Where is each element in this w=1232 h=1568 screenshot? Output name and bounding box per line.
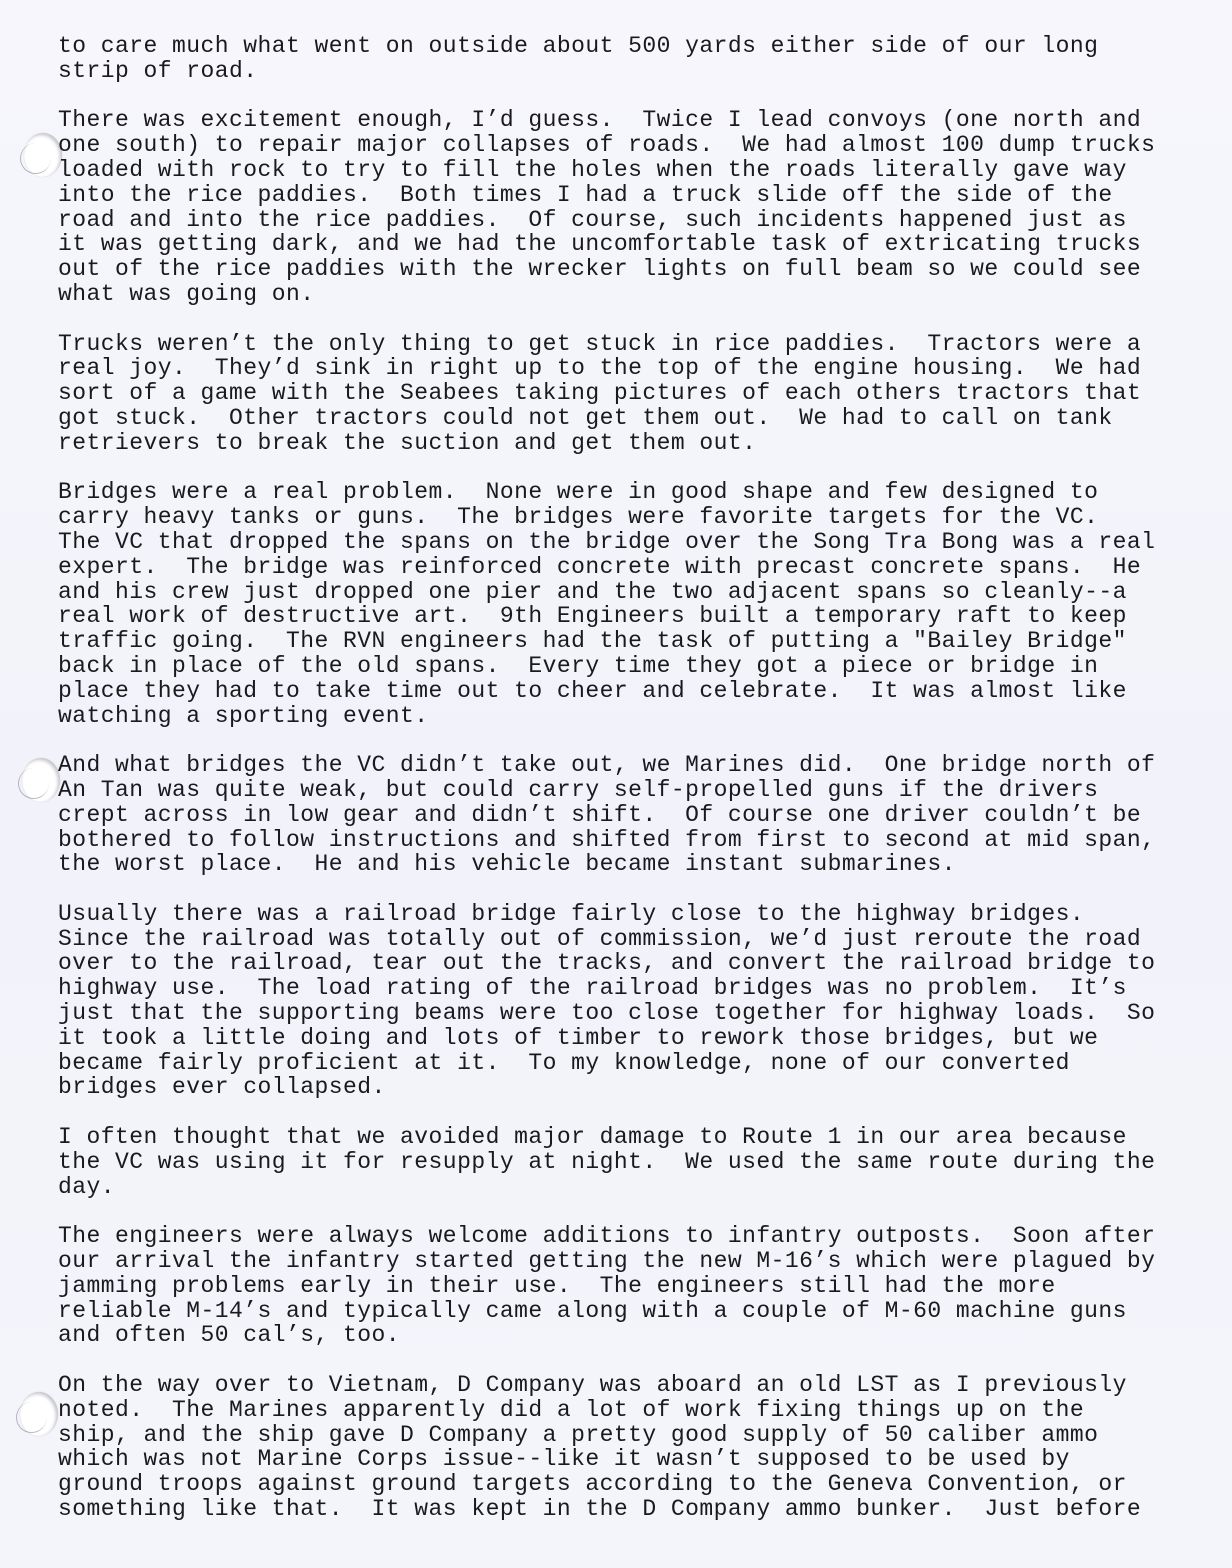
text-line: ground troops against ground targets according to the Geneva Convention, or — [58, 1471, 1127, 1498]
text-line: Trucks weren’t the only thing to get stuck in rice paddies. Tractors were a — [58, 330, 1142, 357]
text-line: And what bridges the VC didn’t take out, we Marines did. One bridge north of — [58, 752, 1156, 779]
text-line: into the rice paddies. Both times I had a truck slide off the side of the — [58, 181, 1113, 208]
text-line: sort of a game with the Seabees taking pictures of each others tractors that — [58, 380, 1142, 407]
paragraph — [58, 902, 1226, 1100]
text-line: the VC was using it for resupply at night. We used the same route during the — [58, 1148, 1156, 1175]
text-line: watching a sporting event. — [58, 702, 429, 729]
text-line: I often thought that we avoided major damage to Route 1 in our area because — [58, 1124, 1127, 1151]
binder-hole-bottom — [20, 1392, 58, 1436]
text-line: one south) to repair major collapses of roads. We had almost 100 dump trucks — [58, 132, 1156, 159]
paragraph — [58, 34, 1226, 84]
paragraph — [58, 1224, 1226, 1348]
text-line: jamming problems early in their use. The engineers still had the more — [58, 1272, 1056, 1299]
paragraph — [58, 753, 1226, 877]
document-body — [58, 34, 1226, 1547]
text-line: it was getting dark, and we had the uncomfortable task of extricating trucks — [58, 231, 1142, 258]
text-line: Usually there was a railroad bridge fairly close to the highway bridges. — [58, 900, 1085, 927]
text-line: The engineers were always welcome additions to infantry outposts. Soon after — [58, 1223, 1156, 1250]
paragraph — [58, 1125, 1226, 1199]
binder-hole-middle — [22, 758, 60, 802]
text-line: loaded with rock to try to fill the holes when the roads literally gave way — [58, 156, 1127, 183]
text-line: bridges ever collapsed. — [58, 1074, 386, 1101]
text-line: noted. The Marines apparently did a lot of work fixing things up on the — [58, 1396, 1085, 1423]
paragraph — [58, 332, 1226, 456]
text-line: the worst place. He and his vehicle became instant submarines. — [58, 851, 956, 878]
text-line: and often 50 cal’s, too. — [58, 1322, 401, 1349]
text-line: out of the rice paddies with the wrecker lights on full beam so we could see — [58, 256, 1142, 283]
text-line: and his crew just dropped one pier and the two adjacent spans so cleanly--a — [58, 578, 1127, 605]
text-line: traffic going. The RVN engineers had the task of putting a "Bailey Bridge" — [58, 628, 1127, 655]
text-line: On the way over to Vietnam, D Company was aboard an old LST as I previously — [58, 1372, 1127, 1399]
text-line: There was excitement enough, I’d guess. Twice I lead convoys (one north and — [58, 107, 1142, 134]
text-line: something like that. It was kept in the D Company ammo bunker. Just before — [58, 1496, 1142, 1523]
text-line: just that the supporting beams were too close together for highway loads. So — [58, 1000, 1156, 1027]
text-line: got stuck. Other tractors could not get them out. We had to call on tank — [58, 404, 1113, 431]
text-line: road and into the rice paddies. Of course, such incidents happened just as — [58, 206, 1127, 233]
text-line: real joy. They’d sink in right up to the top of the engine housing. We had — [58, 355, 1142, 382]
text-line: bothered to follow instructions and shifted from first to second at mid span, — [58, 826, 1156, 853]
text-line: place they had to take time out to cheer and celebrate. It was almost like — [58, 677, 1127, 704]
text-line: retrievers to break the suction and get them out. — [58, 429, 757, 456]
text-line: expert. The bridge was reinforced concrete with precast concrete spans. He — [58, 553, 1142, 580]
text-line: real work of destructive art. 9th Engineers built a temporary raft to keep — [58, 603, 1127, 630]
paragraph — [58, 108, 1226, 306]
text-line: Since the railroad was totally out of commission, we’d just reroute the road — [58, 925, 1142, 952]
text-line: ship, and the ship gave D Company a pretty good supply of 50 caliber ammo — [58, 1421, 1099, 1448]
text-line: highway use. The load rating of the railroad bridges was no problem. It’s — [58, 975, 1127, 1002]
text-line: which was not Marine Corps issue--like it wasn’t supposed to be used by — [58, 1446, 1070, 1473]
text-line: Bridges were a real problem. None were in good shape and few designed to — [58, 479, 1099, 506]
text-line: what was going on. — [58, 280, 315, 307]
text-line: crept across in low gear and didn’t shift. Of course one driver couldn’t be — [58, 801, 1142, 828]
text-line: became fairly proficient at it. To my knowledge, none of our converted — [58, 1049, 1070, 1076]
text-line: our arrival the infantry started getting the new M-16’s which were plagued by — [58, 1248, 1156, 1275]
text-line: carry heavy tanks or guns. The bridges were favorite targets for the VC. — [58, 504, 1099, 531]
text-line: back in place of the old spans. Every time they got a piece or bridge in — [58, 652, 1099, 679]
binder-hole-top — [24, 133, 62, 177]
text-line: day. — [58, 1173, 116, 1200]
paragraph — [58, 1373, 1226, 1522]
text-line: to care much what went on outside about 500 yards either side of our long — [58, 33, 1099, 59]
text-line: strip of road. — [58, 57, 258, 84]
text-line: over to the railroad, tear out the tracks, and convert the railroad bridge to — [58, 950, 1156, 977]
paragraph — [58, 480, 1226, 728]
text-line: it took a little doing and lots of timber to rework those bridges, but we — [58, 1024, 1099, 1051]
text-line: The VC that dropped the spans on the bridge over the Song Tra Bong was a real — [58, 528, 1156, 555]
text-line: reliable M-14’s and typically came along with a couple of M-60 machine guns — [58, 1297, 1127, 1324]
text-line: An Tan was quite weak, but could carry self-propelled guns if the drivers — [58, 776, 1099, 803]
